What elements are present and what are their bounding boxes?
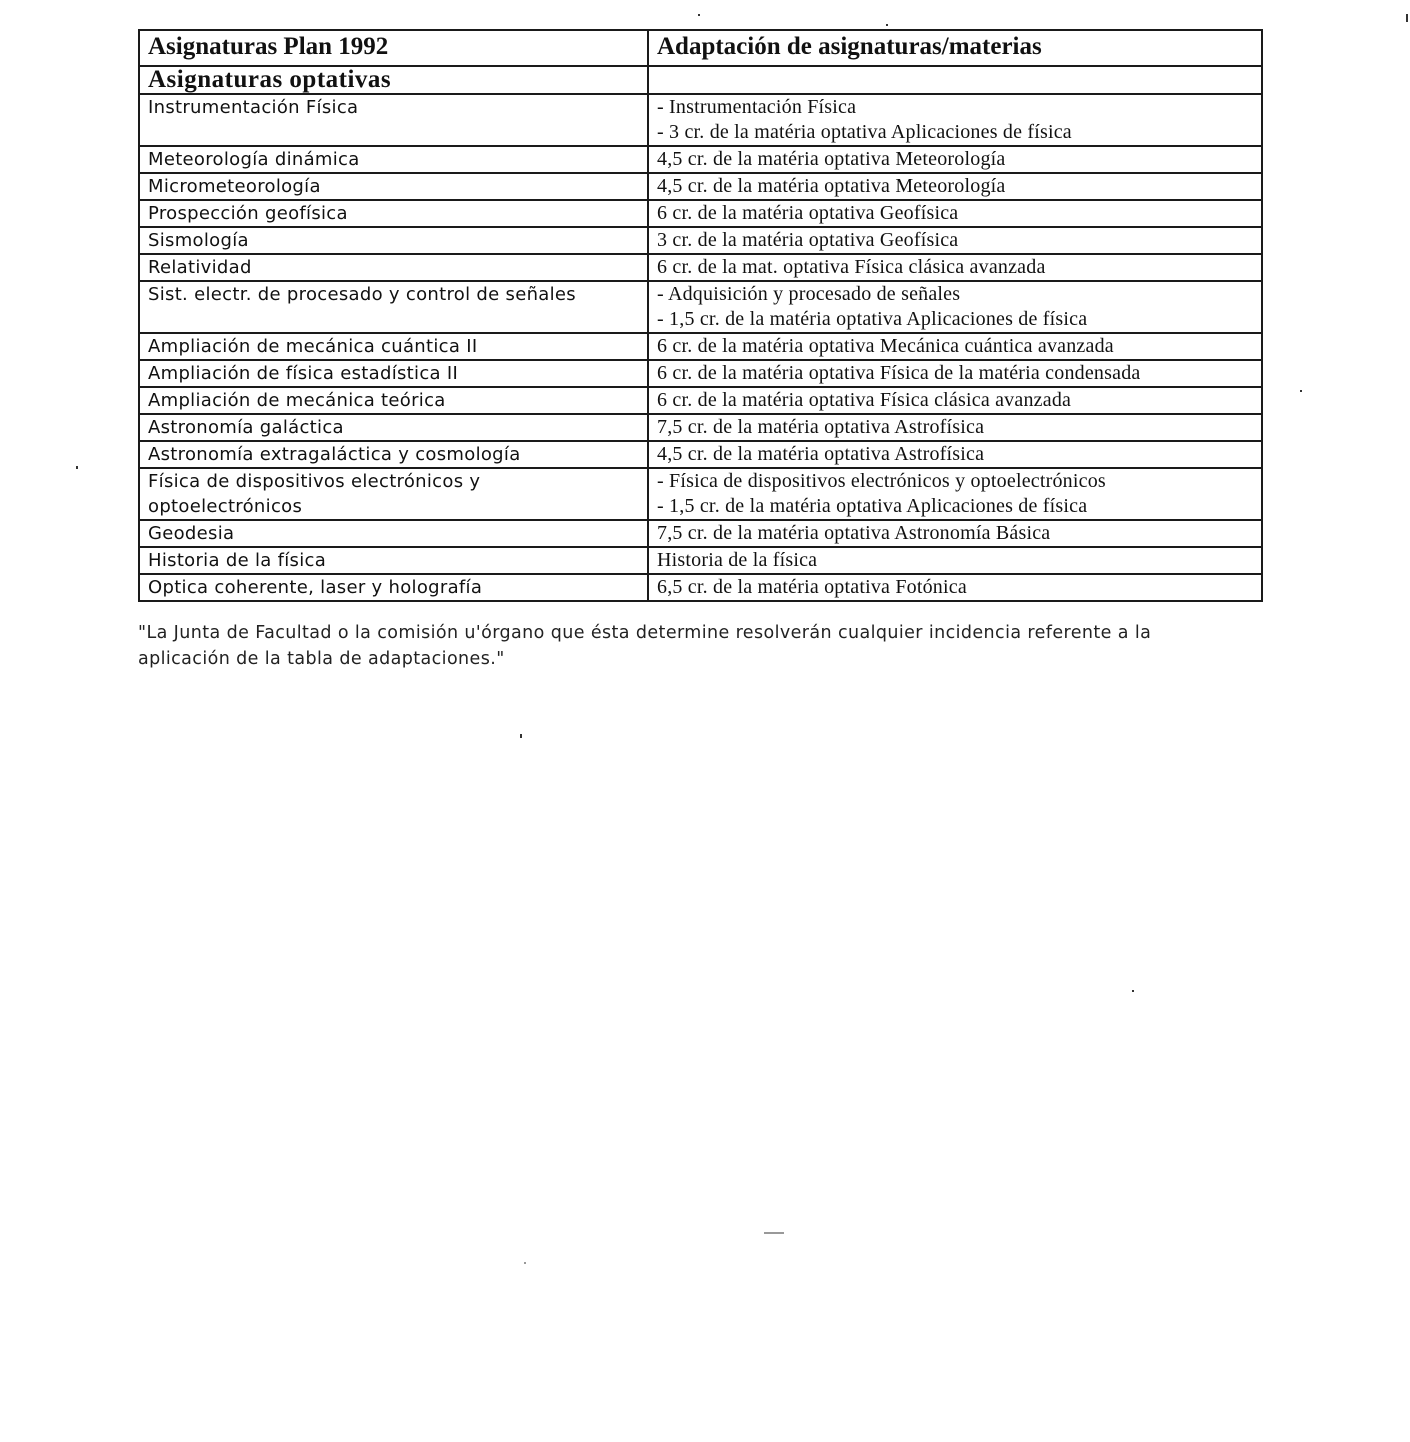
subject-text: Instrumentación Física [148,97,359,118]
adaptation-table [138,29,1263,602]
subject-text: Sismología [148,230,249,251]
subject-text: Relatividad [148,257,252,278]
table-row [139,468,1262,520]
adaptation-text: 6 cr. de la mat. optativa Física clásica avanzada [657,256,1046,278]
adaptation-cell [648,387,1262,414]
subject-text: Ampliación de física estadística II [148,363,459,384]
section-row [139,66,1262,94]
adaptation-cell [648,468,1262,520]
adaptation-text: 7,5 cr. de la matéria optativa Astrofísica [657,416,985,438]
subject-text: Micrometeorología [148,176,321,197]
plan-1992-subject-cell [139,360,648,387]
table-row [139,414,1262,441]
plan-1992-subject-cell [139,441,648,468]
adaptation-text: - 1,5 cr. de la matéria optativa Aplicaciones de física [657,495,1088,517]
plan-1992-subject-cell [139,574,648,601]
table-row [139,547,1262,574]
adaptation-text: 7,5 cr. de la matéria optativa Astronomía Básica [657,522,1051,544]
plan-1992-subject-cell [139,173,648,200]
plan-1992-subject-cell [139,281,648,333]
adaptation-cell [648,227,1262,254]
adaptation-cell [648,94,1262,146]
adaptation-text: - 1,5 cr. de la matéria optativa Aplicaciones de física [657,308,1088,330]
subject-text: optoelectrónicos [148,496,303,517]
plan-1992-subject-cell [139,414,648,441]
adaptation-cell [648,173,1262,200]
scan-speck [1132,990,1134,992]
header-plan-1992: Asignaturas Plan 1992 [139,30,648,66]
adaptation-cell [648,574,1262,601]
subject-text: Ampliación de mecánica cuántica II [148,336,478,357]
adaptation-cell [648,333,1262,360]
adaptation-text: - Física de dispositivos electrónicos y optoelectrónicos [657,470,1106,492]
scan-speck [698,14,700,16]
adaptation-text: 6 cr. de la matéria optativa Física de la matéria condensada [657,362,1141,384]
table-row [139,574,1262,601]
subject-text: Historia de la física [148,550,327,571]
table-row [139,146,1262,173]
subject-text: Astronomía extragaláctica y cosmología [148,444,521,465]
adaptation-text: - 3 cr. de la matéria optativa Aplicaciones de física [657,121,1072,143]
scan-speck [524,1262,526,1264]
section-empty-cell [648,66,1262,94]
table-row [139,441,1262,468]
footnote-line-2: aplicación de la tabla de adaptaciones." [138,649,505,669]
subject-text: Prospección geofísica [148,203,348,224]
adaptation-text: 6,5 cr. de la matéria optativa Fotónica [657,576,967,598]
adaptation-cell [648,254,1262,281]
table-header-row [139,30,1262,66]
adaptation-text: 6 cr. de la matéria optativa Física clásica avanzada [657,389,1072,411]
footnote [138,620,1238,672]
adaptation-cell [648,547,1262,574]
subject-text: Astronomía galáctica [148,417,344,438]
adaptation-cell [648,200,1262,227]
table-body [139,66,1262,601]
adaptation-cell [648,146,1262,173]
plan-1992-subject-cell [139,254,648,281]
adaptation-text: 3 cr. de la matéria optativa Geofísica [657,229,959,251]
scan-speck [886,24,888,26]
adaptation-cell [648,281,1262,333]
plan-1992-subject-cell [139,227,648,254]
scan-speck [520,734,522,738]
adaptation-text: - Instrumentación Física [657,96,857,118]
scan-speck [764,1232,784,1234]
adaptation-text: 4,5 cr. de la matéria optativa Astrofísica [657,443,985,465]
table-row [139,94,1262,146]
adaptation-cell [648,360,1262,387]
adaptation-text: Historia de la física [657,549,818,571]
adaptation-text: 4,5 cr. de la matéria optativa Meteorología [657,148,1006,170]
adaptation-text: 6 cr. de la matéria optativa Geofísica [657,202,959,224]
table-row [139,333,1262,360]
table-row [139,227,1262,254]
table-row [139,360,1262,387]
plan-1992-subject-cell [139,547,648,574]
subject-text: Sist. electr. de procesado y control de señales [148,284,576,305]
plan-1992-subject-cell [139,146,648,173]
plan-1992-subject-cell [139,520,648,547]
scan-speck [1406,14,1408,22]
plan-1992-subject-cell [139,200,648,227]
plan-1992-subject-cell [139,468,648,520]
plan-1992-subject-cell [139,387,648,414]
adaptation-text: - Adquisición y procesado de señales [657,283,961,305]
section-label: Asignaturas optativas [139,66,648,94]
header-adaptation: Adaptación de asignaturas/materias [648,30,1262,66]
subject-text: Geodesia [148,523,235,544]
plan-1992-subject-cell [139,333,648,360]
table-row [139,200,1262,227]
table-row [139,387,1262,414]
scan-speck [1300,390,1302,392]
plan-1992-subject-cell [139,94,648,146]
adaptation-cell [648,441,1262,468]
table-row [139,520,1262,547]
subject-text: Meteorología dinámica [148,149,360,170]
scan-speck [76,466,78,469]
adaptation-cell [648,520,1262,547]
table-row [139,254,1262,281]
table-row [139,173,1262,200]
table-row [139,281,1262,333]
subject-text: Física de dispositivos electrónicos y [148,471,481,492]
subject-text: Ampliación de mecánica teórica [148,390,446,411]
adaptation-text: 4,5 cr. de la matéria optativa Meteorología [657,175,1006,197]
adaptation-cell [648,414,1262,441]
footnote-line-1: "La Junta de Facultad o la comisión u'órgano que ésta determine resolverán cualquier incidencia referente a la [138,623,1152,643]
subject-text: Optica coherente, laser y holografía [148,577,483,598]
adaptation-text: 6 cr. de la matéria optativa Mecánica cuántica avanzada [657,335,1114,357]
